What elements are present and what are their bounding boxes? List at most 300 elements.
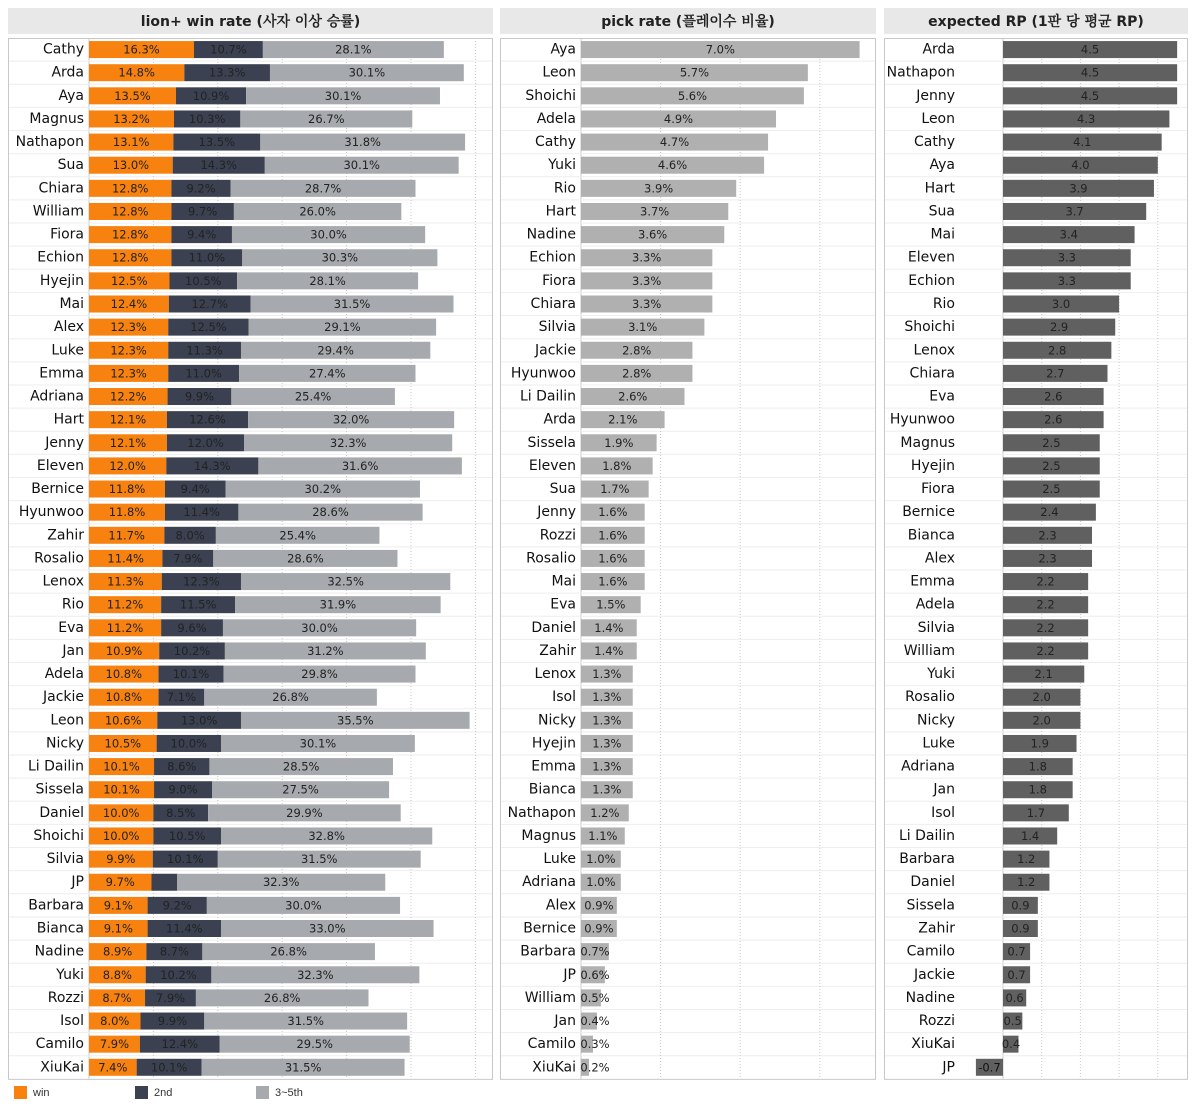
value-label-cathy: 4.1 (1073, 135, 1092, 150)
category-label-hyunwoo: Hyunwoo (510, 365, 576, 382)
value-label-2nd-nathapon: 13.5% (198, 135, 236, 150)
value-label-win-hyunwoo: 11.8% (108, 505, 146, 520)
category-label-adela: Adela (915, 596, 955, 613)
value-label-2nd-adela: 10.1% (172, 667, 210, 682)
category-label-camilo: Camilo (35, 1036, 84, 1053)
category-label-jan: Jan (554, 1013, 576, 1030)
value-label-sissela: 0.9 (1011, 898, 1030, 913)
category-label-eva: Eva (58, 619, 84, 636)
value-label-eva: 1.5% (596, 597, 626, 612)
category-label-lenox: Lenox (913, 342, 955, 359)
value-label-bianca: 1.3% (592, 782, 622, 797)
category-label-sua: Sua (57, 157, 84, 174)
value-label-camilo: 0.3% (580, 1037, 610, 1052)
value-label-3-5th-jan: 31.2% (307, 643, 344, 658)
category-label-fiora: Fiora (542, 272, 576, 289)
value-label-rio: 3.9% (644, 181, 674, 196)
value-label-lenox: 1.3% (592, 667, 622, 682)
pick-rate-title: pick rate (플레이수 비율) (500, 8, 876, 34)
value-label-3-5th-eva: 30.0% (301, 620, 338, 635)
value-label-3-5th-rio: 31.9% (319, 597, 357, 612)
category-label-zahir: Zahir (539, 642, 576, 659)
legend-swatch-3-5th (256, 1086, 269, 1099)
value-label-nadine: 3.6% (638, 227, 668, 242)
category-label-rozzi: Rozzi (918, 1013, 955, 1030)
value-label-3-5th-adela: 29.8% (301, 667, 338, 682)
value-label-win-aya: 13.5% (114, 88, 151, 103)
value-label-2nd-yuki: 10.2% (160, 967, 197, 982)
category-label-li-dailin: Li Dailin (898, 827, 955, 844)
category-label-jp: JP (71, 874, 84, 891)
category-label-bianca: Bianca (907, 527, 955, 544)
value-label-3-5th-nadine: 26.8% (270, 944, 307, 959)
value-label-3-5th-isol: 31.5% (287, 1014, 324, 1029)
category-label-jan: Jan (933, 781, 955, 798)
value-label-2nd-isol: 9.9% (157, 1014, 188, 1029)
category-label-nicky: Nicky (46, 735, 84, 752)
legend-label-3-5th: 3~5th (275, 1086, 303, 1099)
value-label-bernice: 2.4 (1040, 505, 1059, 520)
value-label-3-5th-magnus: 26.7% (308, 111, 345, 126)
category-label-barbara: Barbara (28, 897, 84, 914)
value-label-2nd-fiora: 9.4% (187, 227, 217, 242)
value-label-win-zahir: 11.7% (108, 528, 145, 543)
value-label-2nd-echion: 11.0% (188, 250, 226, 265)
legend-item-win (14, 1086, 50, 1099)
value-label-3-5th-leon: 35.5% (337, 713, 374, 728)
value-label-nathapon: 4.5 (1080, 65, 1100, 80)
category-label-daniel: Daniel (910, 874, 955, 891)
category-label-isol: Isol (60, 1013, 84, 1030)
value-label-win-adriana: 12.2% (110, 389, 147, 404)
category-label-jenny: Jenny (537, 504, 576, 521)
value-label-3-5th-chiara: 28.7% (304, 181, 342, 196)
value-label-aya: 4.0 (1071, 158, 1090, 173)
legend-swatch-win (14, 1086, 27, 1099)
category-label-rosalio: Rosalio (34, 550, 84, 567)
category-label-shoichi: Shoichi (904, 319, 955, 336)
category-label-aya: Aya (550, 41, 576, 58)
value-label-cathy: 4.7% (659, 135, 690, 150)
category-label-mai: Mai (59, 295, 84, 312)
value-label-3-5th-sua: 30.1% (343, 158, 381, 173)
category-label-li-dailin: Li Dailin (27, 758, 84, 775)
value-label-win-magnus: 13.2% (113, 111, 150, 126)
category-label-nicky: Nicky (538, 712, 576, 729)
value-label-3-5th-rosalio: 28.6% (287, 551, 324, 566)
category-label-jackie: Jackie (534, 342, 576, 359)
value-label-3-5th-hart: 32.0% (332, 412, 370, 427)
value-label-2nd-hyejin: 10.5% (185, 273, 222, 288)
value-label-win-nicky: 10.5% (104, 736, 142, 751)
value-label-leon: 4.3 (1077, 111, 1096, 126)
value-label-3-5th-william: 26.0% (299, 204, 336, 219)
category-label-hart: Hart (545, 203, 576, 220)
value-label-jenny: 1.6% (598, 505, 628, 520)
category-label-alex: Alex (545, 897, 576, 914)
value-label-xiukai: 0.4 (1001, 1037, 1021, 1052)
value-label-jackie: 2.8% (622, 343, 652, 358)
value-label-rosalio: 2.0 (1032, 690, 1051, 705)
value-label-fiora: 2.5 (1042, 482, 1061, 497)
category-label-shoichi: Shoichi (33, 827, 84, 844)
category-label-echion: Echion (529, 249, 576, 266)
value-label-sua: 1.7% (600, 482, 630, 497)
value-label-3-5th-fiora: 30.0% (310, 227, 347, 242)
value-label-3-5th-hyejin: 28.1% (309, 273, 346, 288)
value-label-2nd-bernice: 9.4% (180, 482, 210, 497)
category-label-sua: Sua (928, 203, 955, 220)
value-label-nadine: 0.6 (1005, 990, 1024, 1005)
value-label-win-barbara: 9.1% (103, 898, 133, 913)
category-label-adriana: Adriana (30, 388, 84, 405)
value-label-3-5th-barbara: 30.0% (285, 898, 322, 913)
value-label-2nd-bianca: 11.4% (166, 921, 203, 936)
category-label-luke: Luke (51, 342, 84, 359)
category-label-echion: Echion (908, 272, 955, 289)
category-label-mai: Mai (551, 573, 576, 590)
legend-label-2nd: 2nd (154, 1086, 173, 1099)
value-label-2nd-eleven: 14.3% (194, 458, 231, 473)
value-label-2nd-lenox: 12.3% (183, 574, 220, 589)
category-label-xiukai: XiuKai (40, 1059, 84, 1076)
category-label-xiukai: XiuKai (911, 1036, 955, 1053)
category-label-isol: Isol (552, 689, 576, 706)
value-label-win-chiara: 12.8% (111, 181, 149, 196)
value-label-win-daniel: 10.0% (102, 805, 140, 820)
category-label-nadine: Nadine (34, 943, 84, 960)
expected-rp-title: expected RP (1판 당 평균 RP) (884, 8, 1188, 34)
value-label-2nd-william: 9.7% (188, 204, 218, 219)
category-label-mai: Mai (930, 226, 955, 243)
value-label-2nd-silvia: 10.1% (167, 852, 204, 867)
value-label-3-5th-yuki: 32.3% (297, 967, 334, 982)
value-label-3-5th-luke: 29.4% (317, 343, 354, 358)
value-label-xiukai: 0.2% (580, 1060, 610, 1075)
value-label-3-5th-shoichi: 32.8% (308, 828, 345, 843)
category-label-nadine: Nadine (526, 226, 576, 243)
value-label-win-jan: 10.9% (105, 643, 143, 658)
value-label-3-5th-xiukai: 31.5% (284, 1060, 322, 1075)
value-label-emma: 2.2 (1036, 574, 1055, 589)
value-label-win-hart: 12.1% (109, 412, 147, 427)
value-label-2nd-nadine: 8.7% (159, 944, 189, 959)
value-label-win-li-dailin: 10.1% (103, 759, 140, 774)
value-label-3-5th-hyunwoo: 28.6% (312, 505, 349, 520)
value-label-3-5th-eleven: 31.6% (341, 458, 379, 473)
value-label-sissela: 1.9% (604, 435, 634, 450)
category-label-bianca: Bianca (36, 920, 84, 937)
value-label-2nd-sissela: 9.0% (168, 782, 198, 797)
category-label-william: William (32, 203, 84, 220)
value-label-win-cathy: 16.3% (123, 42, 160, 57)
category-label-magnus: Magnus (29, 110, 84, 127)
category-label-leon: Leon (921, 110, 955, 127)
value-label-camilo: 0.7 (1007, 944, 1026, 959)
value-label-sua: 3.7 (1065, 204, 1084, 219)
value-label-3-5th-bianca: 33.0% (309, 921, 346, 936)
value-label-win-sua: 13.0% (112, 158, 150, 173)
value-label-shoichi: 5.6% (677, 88, 708, 103)
category-label-magnus: Magnus (521, 827, 576, 844)
category-label-hyejin: Hyejin (531, 735, 576, 752)
value-label-hyejin: 2.5 (1042, 458, 1061, 473)
value-label-win-luke: 12.3% (110, 343, 147, 358)
value-label-2nd-mai: 12.7% (191, 296, 229, 311)
value-label-win-jackie: 10.8% (105, 690, 143, 705)
value-label-win-leon: 10.6% (104, 713, 142, 728)
value-label-nicky: 2.0 (1032, 713, 1051, 728)
value-label-adela: 2.2 (1036, 597, 1055, 612)
value-label-alex: 2.3 (1038, 551, 1057, 566)
value-label-yuki: 4.6% (657, 158, 688, 173)
category-label-hart: Hart (924, 180, 955, 197)
value-label-win-xiukai: 7.4% (98, 1060, 128, 1075)
value-label-2nd-barbara: 9.2% (162, 898, 192, 913)
value-label-nicky: 1.3% (592, 713, 622, 728)
category-label-hyejin: Hyejin (910, 457, 955, 474)
value-label-isol: 1.7 (1026, 805, 1046, 820)
value-label-mai: 1.6% (598, 574, 628, 589)
category-label-eva: Eva (550, 596, 576, 613)
value-label-win-arda: 14.8% (118, 65, 155, 80)
value-label-mai: 3.4 (1059, 227, 1078, 242)
category-label-lenox: Lenox (42, 573, 84, 590)
value-label-2nd-arda: 13.3% (208, 65, 246, 80)
value-label-2nd-rio: 11.5% (179, 597, 217, 612)
value-label-3-5th-aya: 30.1% (324, 88, 362, 103)
value-label-jp: 0.6% (580, 967, 610, 982)
category-label-cathy: Cathy (42, 41, 84, 58)
category-label-rozzi: Rozzi (539, 527, 576, 544)
category-label-magnus: Magnus (900, 434, 955, 451)
category-label-luke: Luke (543, 851, 576, 868)
value-label-2nd-xiukai: 10.1% (150, 1060, 188, 1075)
value-label-3-5th-lenox: 32.5% (327, 574, 364, 589)
category-label-barbara: Barbara (520, 943, 576, 960)
win-rate-chart (8, 38, 493, 1084)
expected-rp-chart (884, 38, 1188, 1084)
value-label-3-5th-zahir: 25.4% (279, 528, 316, 543)
value-label-3-5th-nathapon: 31.8% (344, 135, 381, 150)
value-label-2nd-zahir: 8.0% (175, 528, 205, 543)
value-label-win-lenox: 11.3% (107, 574, 144, 589)
value-label-daniel: 1.4% (594, 620, 624, 635)
legend-item-2nd (135, 1086, 172, 1099)
category-label-chiara: Chiara (38, 180, 84, 197)
category-label-camilo: Camilo (906, 943, 955, 960)
value-label-isol: 1.3% (592, 690, 622, 705)
value-label-bernice: 0.9% (584, 921, 614, 936)
category-label-nathapon: Nathapon (507, 804, 576, 821)
value-label-win-rosalio: 11.4% (107, 551, 144, 566)
value-label-daniel: 1.2 (1017, 875, 1036, 890)
category-label-barbara: Barbara (899, 851, 955, 868)
value-label-win-silvia: 9.9% (106, 852, 136, 867)
value-label-adriana: 1.0% (586, 875, 616, 890)
value-label-fiora: 3.3% (632, 273, 662, 288)
value-label-win-emma: 12.3% (110, 366, 147, 381)
value-label-2nd-nicky: 10.0% (170, 736, 208, 751)
value-label-hyunwoo: 2.8% (622, 366, 652, 381)
value-label-3-5th-cathy: 28.1% (335, 42, 372, 57)
value-label-leon: 5.7% (679, 65, 710, 80)
value-label-3-5th-silvia: 31.5% (300, 852, 338, 867)
category-label-daniel: Daniel (531, 619, 576, 636)
value-label-2nd-rozzi: 7.9% (155, 990, 186, 1005)
value-label-2nd-leon: 13.0% (180, 713, 218, 728)
value-label-william: 2.2 (1036, 643, 1055, 658)
value-label-3-5th-adriana: 25.4% (294, 389, 332, 404)
category-label-eleven: Eleven (528, 457, 576, 474)
category-label-cathy: Cathy (913, 134, 955, 151)
value-label-hart: 3.9 (1069, 181, 1088, 196)
category-label-alex: Alex (53, 319, 84, 336)
value-label-3-5th-echion: 30.3% (321, 250, 359, 265)
value-label-win-rozzi: 8.7% (102, 990, 132, 1005)
value-label-3-5th-emma: 27.4% (309, 366, 346, 381)
value-label-zahir: 1.4% (594, 643, 624, 658)
category-label-alex: Alex (924, 550, 955, 567)
category-label-leon: Leon (50, 712, 84, 729)
value-label-win-hyejin: 12.5% (110, 273, 148, 288)
value-label-2nd-aya: 10.9% (192, 88, 230, 103)
category-label-arda: Arda (543, 411, 576, 428)
category-label-bianca: Bianca (528, 781, 576, 798)
value-label-3-5th-jp: 32.3% (262, 875, 300, 890)
bar-2nd-jp (151, 874, 177, 891)
value-label-3-5th-daniel: 29.9% (286, 805, 323, 820)
category-label-adela: Adela (44, 666, 84, 683)
value-label-2nd-jan: 10.2% (173, 643, 211, 658)
category-label-sissela: Sissela (906, 897, 955, 914)
category-label-adriana: Adriana (901, 758, 955, 775)
value-label-magnus: 1.1% (588, 828, 618, 843)
value-label-bianca: 2.3 (1038, 528, 1057, 543)
value-label-li-dailin: 2.6% (618, 389, 648, 404)
category-label-yuki: Yuki (548, 157, 576, 174)
category-label-fiora: Fiora (50, 226, 84, 243)
value-label-2nd-alex: 12.5% (190, 320, 227, 335)
value-label-2nd-hart: 12.6% (189, 412, 226, 427)
category-label-rio: Rio (553, 180, 576, 197)
category-label-nathapon: Nathapon (886, 64, 955, 81)
win-rate-title: lion+ win rate (사자 이상 승률) (8, 8, 493, 34)
category-label-isol: Isol (931, 804, 955, 821)
category-label-emma: Emma (39, 365, 84, 382)
value-label-win-eleven: 12.0% (109, 458, 146, 473)
value-label-arda: 2.1% (608, 412, 638, 427)
legend-item-3-5th (256, 1086, 303, 1099)
value-label-win-fiora: 12.8% (111, 227, 149, 242)
category-label-hyunwoo: Hyunwoo (18, 504, 84, 521)
value-label-shoichi: 2.9 (1049, 320, 1069, 335)
value-label-magnus: 2.5 (1042, 435, 1061, 450)
value-label-win-william: 12.8% (111, 204, 149, 219)
value-label-3-5th-rozzi: 26.8% (263, 990, 301, 1005)
value-label-eva: 2.6 (1044, 389, 1063, 404)
category-label-arda: Arda (922, 41, 955, 58)
value-label-hyunwoo: 2.6 (1044, 412, 1063, 427)
value-label-adriana: 1.8 (1028, 759, 1047, 774)
value-label-silvia: 3.1% (628, 320, 658, 335)
category-label-jenny: Jenny (45, 434, 84, 451)
value-label-win-shoichi: 10.0% (102, 828, 140, 843)
category-label-leon: Leon (542, 64, 576, 81)
category-label-camilo: Camilo (527, 1036, 576, 1053)
value-label-2nd-luke: 11.3% (186, 343, 223, 358)
value-label-3-5th-li-dailin: 28.5% (282, 759, 320, 774)
category-label-rio: Rio (932, 295, 955, 312)
category-label-fiora: Fiora (921, 481, 955, 498)
value-label-eleven: 1.8% (602, 458, 632, 473)
category-label-yuki: Yuki (927, 666, 955, 683)
category-label-nicky: Nicky (917, 712, 955, 729)
category-label-aya: Aya (929, 157, 955, 174)
value-label-chiara: 3.3% (632, 296, 662, 311)
category-label-lenox: Lenox (534, 666, 576, 683)
value-label-lenox: 2.8 (1048, 343, 1067, 358)
value-label-rozzi: 1.6% (598, 528, 628, 543)
value-label-win-eva: 11.2% (106, 620, 144, 635)
value-label-william: 0.5% (580, 990, 610, 1005)
category-label-eleven: Eleven (36, 457, 84, 474)
category-label-silvia: Silvia (917, 619, 955, 636)
value-label-3-5th-camilo: 29.5% (296, 1037, 333, 1052)
category-label-rio: Rio (61, 596, 84, 613)
category-label-jan: Jan (62, 642, 84, 659)
value-label-eleven: 3.3 (1057, 250, 1077, 265)
value-label-win-sissela: 10.1% (103, 782, 140, 797)
category-label-jenny: Jenny (916, 87, 955, 104)
value-label-win-isol: 8.0% (100, 1014, 130, 1029)
value-label-li-dailin: 1.4 (1020, 828, 1040, 843)
value-label-2nd-cathy: 10.7% (210, 42, 247, 57)
category-label-jp: JP (942, 1059, 955, 1076)
value-label-win-mai: 12.4% (110, 296, 148, 311)
category-label-jackie: Jackie (42, 689, 84, 706)
category-label-zahir: Zahir (47, 527, 84, 544)
value-label-win-bernice: 11.8% (108, 482, 146, 497)
value-label-jan: 0.4% (580, 1014, 610, 1029)
category-label-bernice: Bernice (31, 481, 84, 498)
category-label-bernice: Bernice (523, 920, 576, 937)
value-label-3-5th-jackie: 26.8% (272, 690, 309, 705)
value-label-hart: 3.7% (640, 204, 670, 219)
category-label-shoichi: Shoichi (525, 87, 576, 104)
value-label-barbara: 0.7% (580, 944, 610, 959)
category-label-cathy: Cathy (534, 134, 576, 151)
value-label-silvia: 2.2 (1036, 620, 1055, 635)
category-label-rosalio: Rosalio (526, 550, 576, 567)
category-label-silvia: Silvia (46, 851, 84, 868)
value-label-zahir: 0.9 (1011, 921, 1030, 936)
value-label-win-nadine: 8.9% (103, 944, 133, 959)
value-label-adela: 4.9% (663, 111, 694, 126)
value-label-echion: 3.3% (632, 250, 662, 265)
category-label-jp: JP (563, 966, 576, 983)
category-label-nathapon: Nathapon (15, 134, 84, 151)
value-label-emma: 1.3% (592, 759, 622, 774)
value-label-win-camilo: 7.9% (99, 1037, 130, 1052)
category-label-echion: Echion (37, 249, 84, 266)
category-label-hyejin: Hyejin (39, 272, 84, 289)
category-label-emma: Emma (531, 758, 576, 775)
category-label-adriana: Adriana (522, 874, 576, 891)
category-label-xiukai: XiuKai (532, 1059, 576, 1076)
value-label-rosalio: 1.6% (598, 551, 628, 566)
category-label-hyunwoo: Hyunwoo (889, 411, 955, 428)
